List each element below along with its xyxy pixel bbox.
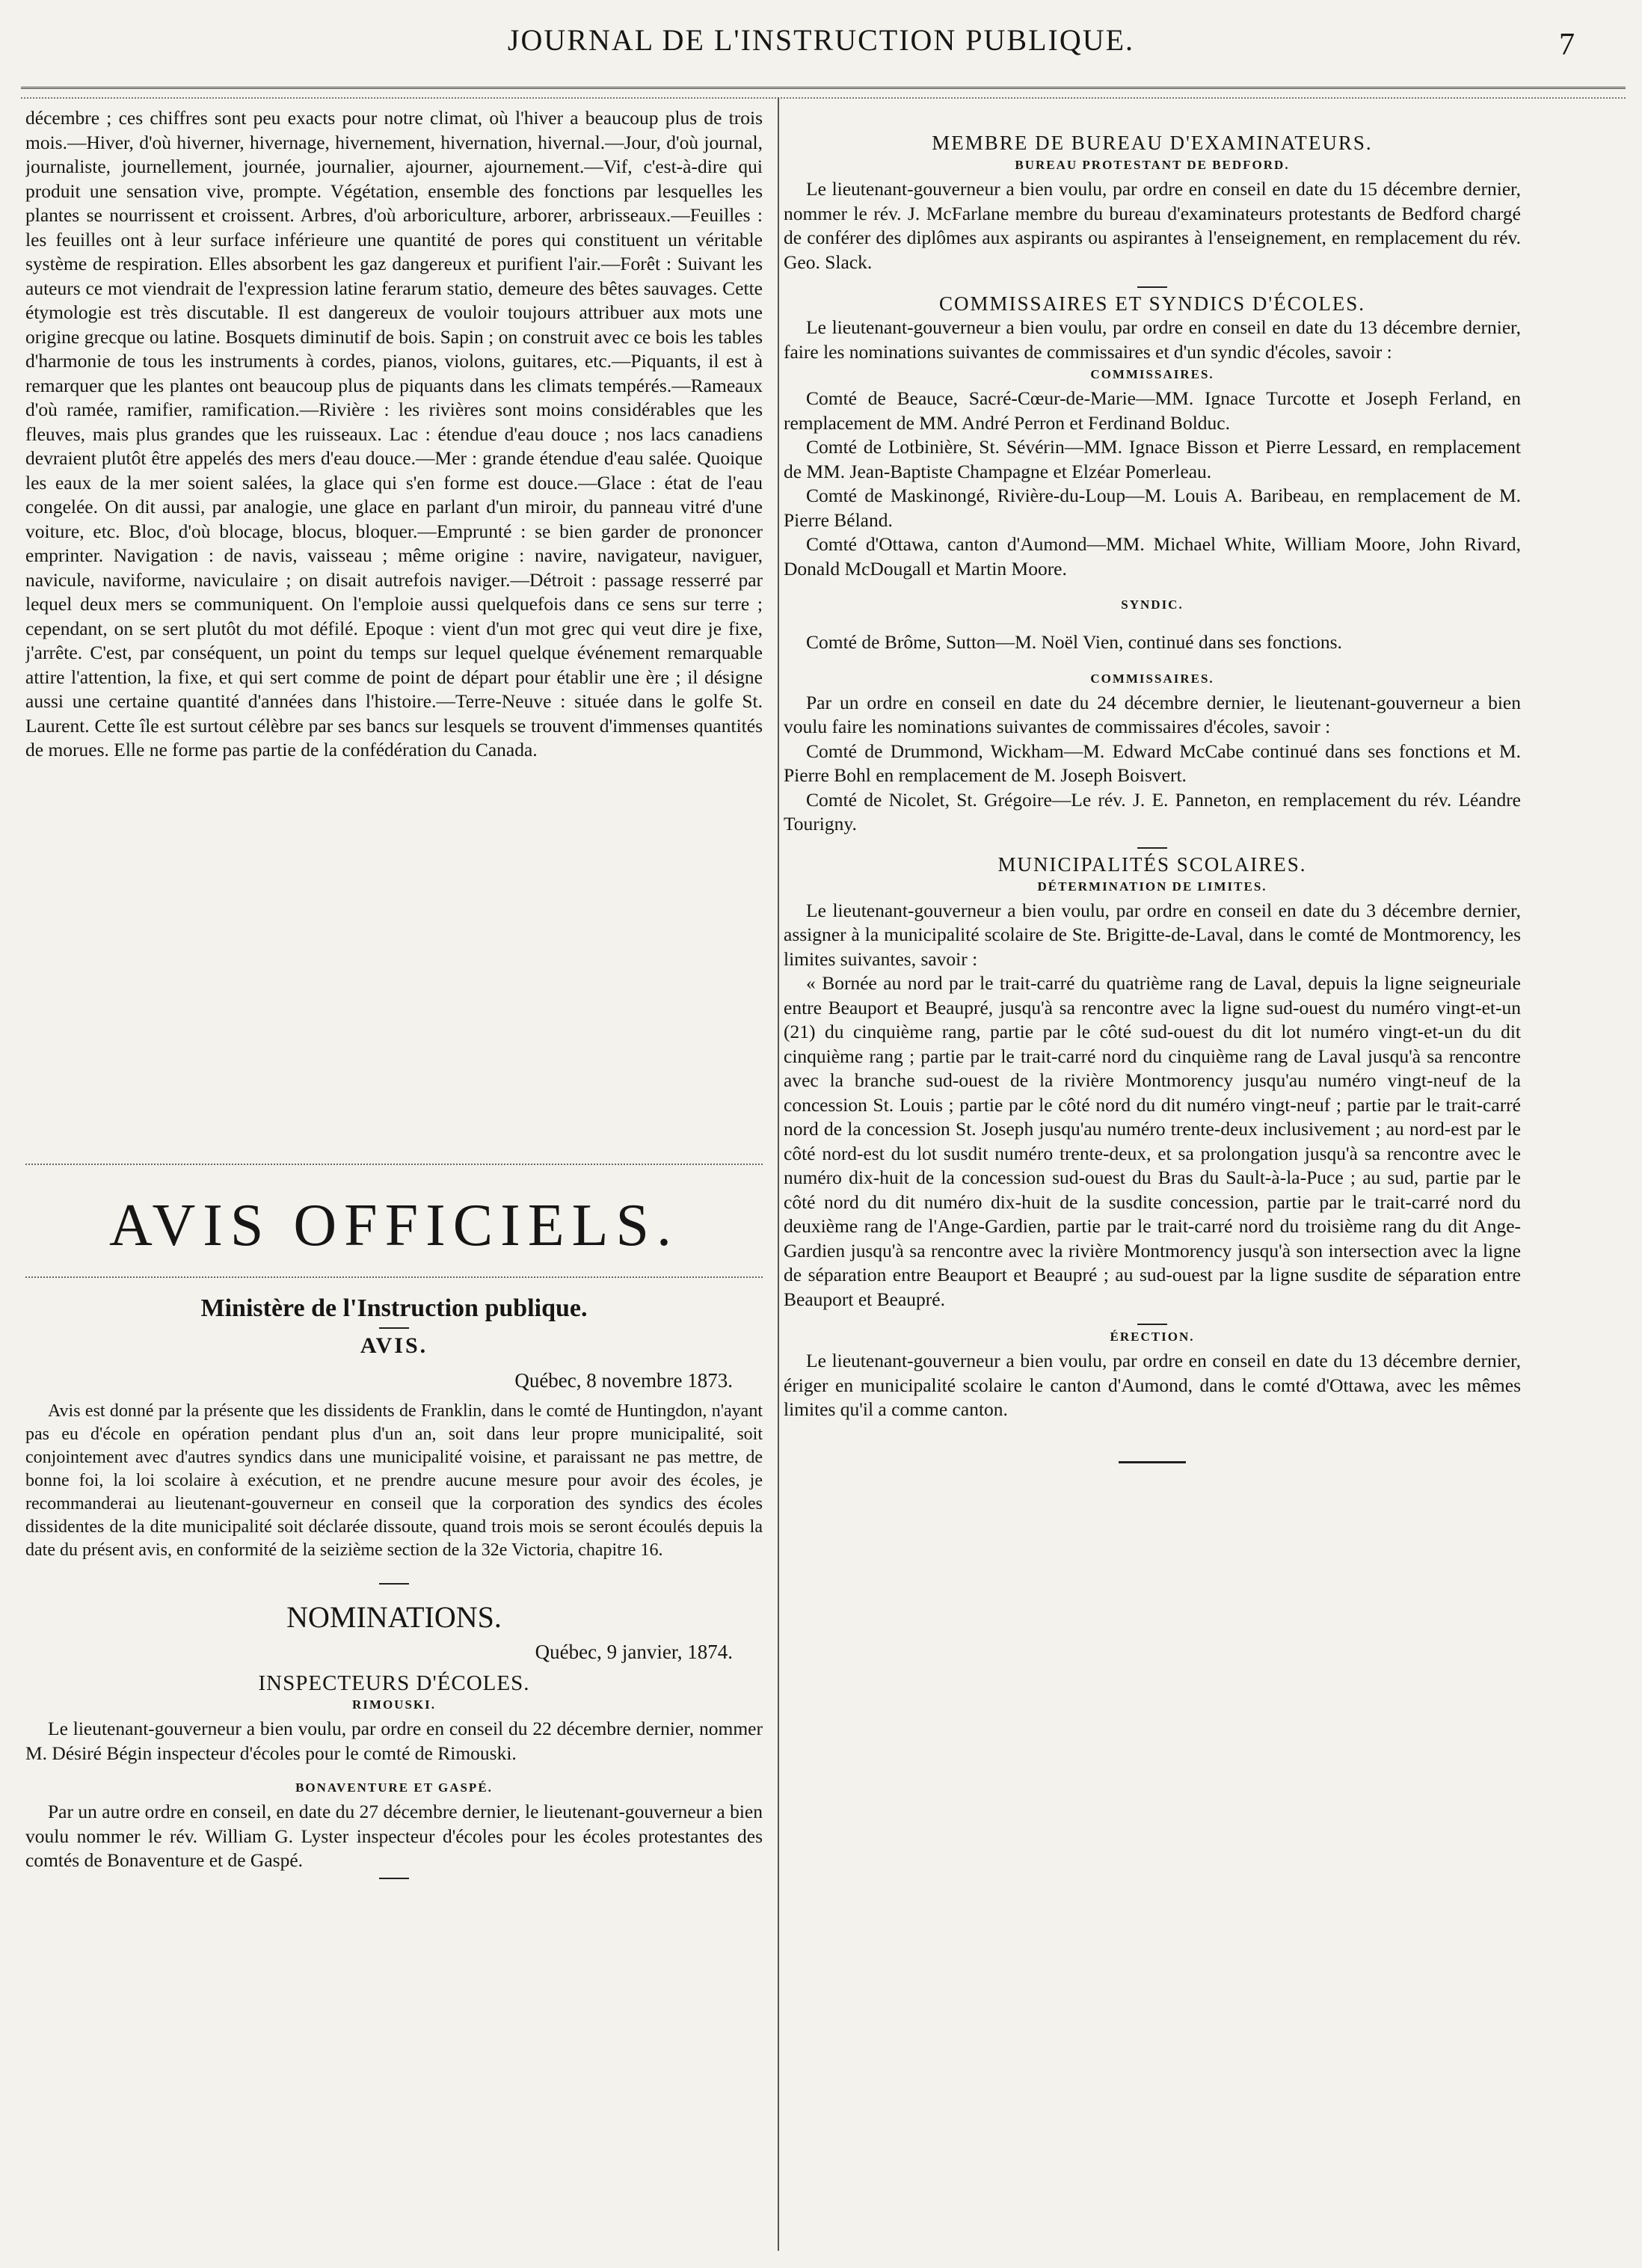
nominations-heading: NOMINATIONS. — [286, 1600, 502, 1634]
ministere-heading: Ministère de l'Instruction publique. — [200, 1294, 588, 1322]
avis-paragraph: Avis est donné par la présente que les dissidents de Franklin, dans le comté de Huntingdon, n'ayant pas eu d'école en opération pendant plus d'un an, soit dans leur propre municipalité, soit conjointement avec d'autres syndics dans une municipalité voisine, et paraissant ne pas mettre, de bonne foi, la loi scolaire à exécution, et ne prendre aucune mesure pour avoir des écoles, je recommanderai au lieutenant-gouverneur en conseil que la corporation des syndics des écoles dissidentes de la dite municipalité soit déclarée dissoute, quand trois mois se seront écoulés depuis la date du présent avis, en conformité de la seizième section de la 32e Victoria, chapitre 16. — [25, 1401, 763, 1560]
brigitte-limits: « Bornée au nord par le trait-carré du quatrième rang de Laval, depuis la ligne seigneuriale entre Beauport et Beaupré, jusqu'à sa rencontre avec la ligne sud-ouest du numéro vingt-et-un (21) du cinquième rang, partie par le côté sud-ouest du dit lot numéro vingt-et-un du dit cinquième rang ; partie par le trait-carré nord du cinquième rang de Laval jusqu'à sa rencontre avec la branche sud-ouest de la rivière Montmorency jusqu'au numéro vingt-neuf de la concession St. Louis ; partie par le côté nord du dit numéro vingt-neuf ; partie par le trait-carré nord de la concession St. Joseph jusqu'au numéro trente-deux inclusivement ; au nord-est par le côté nord-est du lot susdit numéro trente-deux, et sa prolongation jusqu'à sa rencontre avec le numéro dix-huit de la concession sud-ouest du Bras du Sault-à-la-Puce ; au sud, partie par le côté nord du dit numéro dix-huit de la susdite concession, partie par le trait-carré nord du deuxième rang de l'Ange-Gardien, partie par le trait-carré nord du troisième rang du dit Ange-Gardien jusqu'à sa rencontre avec la rivière Montmorency jusqu'à son intersection avec la ligne de séparation entre Beauport et Beaupré ; au sud-ouest par la ligne susdite de séparation entre Beauport et Beaupré. — [784, 972, 1521, 1310]
section-rule — [25, 1164, 763, 1165]
end-rule — [1119, 1461, 1186, 1463]
syndic-subheading: SYNDIC. — [1121, 597, 1184, 612]
right-column — [784, 106, 1521, 1463]
beauce-entry: Comté de Beauce, Sacré-Cœur-de-Marie—MM. Ignace Turcotte et Joseph Ferland, en remplacement de MM. André Perron et Ferdinand Bolduc. — [784, 387, 1521, 434]
rimouski-paragraph: Le lieutenant-gouverneur a bien voulu, par ordre en conseil du 22 décembre dernier, nommer M. Désiré Bégin inspecteur d'écoles pour le comté de Rimouski. — [25, 1718, 763, 1764]
section-rule — [25, 1276, 763, 1278]
column-divider — [778, 97, 779, 2251]
nominations-date: Québec, 9 janvier, 1874. — [535, 1641, 733, 1663]
short-rule — [1137, 286, 1167, 288]
determination-subheading: DÉTERMINATION DE LIMITES. — [1037, 879, 1267, 894]
ordre-24-paragraph: Par un ordre en conseil en date du 24 décembre dernier, le lieutenant-gouverneur a bien voulu faire les nominations suivantes de commissaires d'écoles, savoir : — [784, 691, 1521, 737]
short-rule — [1137, 1324, 1167, 1325]
avis-date: Québec, 8 novembre 1873. — [514, 1369, 733, 1392]
commissaires-intro: Le lieutenant-gouverneur a bien voulu, par ordre en conseil en date du 13 décembre dernier, faire les nominations suivantes de commissaires et d'un syndic d'écoles, savoir : — [784, 316, 1521, 363]
brigitte-intro: Le lieutenant-gouverneur a bien voulu, par ordre en conseil en date du 3 décembre dernier, assigner à la municipalité scolaire de Ste. Brigitte-de-Laval, dans le comté de Montmorency, les limites suivantes, savoir : — [784, 899, 1521, 970]
short-rule — [379, 1583, 409, 1585]
lotbiniere-entry: Comté de Lotbinière, St. Sévérin—MM. Ignace Bisson et Pierre Lessard, en remplacement de MM. Jean-Baptiste Champagne et Elzéar Pomerleau. — [784, 436, 1521, 482]
bonaventure-paragraph: Par un autre ordre en conseil, en date du 27 décembre dernier, le lieutenant-gouverneur a bien voulu nommer le rév. William G. Lyster inspecteur d'écoles pour les écoles protestantes des comtés de Bonaventure et de Gaspé. — [25, 1801, 763, 1871]
left-column — [25, 106, 763, 1884]
spacer — [784, 581, 1521, 594]
running-head: JOURNAL DE L'INSTRUCTION PUBLIQUE. — [507, 23, 1135, 57]
left-continued-text-block — [25, 106, 763, 1153]
commissaires-syndics-heading: COMMISSAIRES ET SYNDICS D'ÉCOLES. — [939, 292, 1365, 315]
brome-entry: Comté de Brôme, Sutton—M. Noël Vien, continué dans ses fonctions. — [806, 631, 1342, 653]
continued-article-text: décembre ; ces chiffres sont peu exacts pour notre climat, où l'hiver a beaucoup plus de trois mois.—Hiver, d'où hiverner, hivernage, hivernement, hivernation, hivernal.—Jour, d'où journal, journaliste, journellement, journée, journalier, ajourner, ajournement.—Vif, c'est-à-dire qui produit une sensation vive, prompte. Végétation, ensemble des fonctions par lesquelles les plantes se nourrissent et croissent. Arbres, d'où arboriculture, arborer, arbrisseaux.—Feuilles : les feuilles ont à leur surface inférieure une quantité de pores qui constituent un véritable système de respiration. Elles absorbent les gaz dangereux et purifient l'air.—Forêt : Suivant les auteurs ce mot viendrait de l'expression latine ferarum statio, demeure des bêtes sauvages. Cette étymologie est très discutable. Il est dangereux de vouloir toujours attribuer aux mots une origine grecque ou latine. Bosquets diminutif de bois. Sapin ; on construit avec ce bois les tables d'harmonie de tous les instruments à cordes, pianos, violons, guitares, etc.—Piquants, il est à remarquer que les plantes ont beaucoup plus de piquants dans les climats tempérés.—Rameaux d'où ramée, ramifier, ramification.—Rivière : les rivières sont moins considérables que les fleuves, mais plus grandes que les ruisseaux. Lac : étendue d'eau douce ; nos lacs canadiens devraient plutôt être appelés des mers d'eau douce.—Mer : grande étendue d'eau salée. Quoique les eaux de la mer soient salées, la glace qui s'en forme est douce.—Glace : état de l'eau congelée. On dit aussi, par analogie, une glace en parlant d'un miroir, du panneau vitré d'une voiture, etc. Bloc, d'où blocage, blocus, bloquer.—Emprunté : se bien garder de prononcer emprinter. Navigation : de navis, vaisseau ; même origine : navire, navigateur, naviguer, navicule, naviforme, naviculaire ; on disait autrefois naviger.—Détroit : passage resserré par lequel deux mers se communiquent. On l'emploie aussi quelquefois dans ce sens sur terre ; cependant, on se sert plutôt du mot défilé. Epoque : vient d'un mot grec qui veut dire je fixe, j'arrête. C'est, par conséquent, un point du temps sur lequel quelque événement remarquable attire l'attention, la fixe, et qui sert comme de point de départ pour établir une ère ; il désigne aussi une certaine quantité d'années dans l'histoire.—Terre-Neuve : située dans le golfe St. Laurent. Cette île est surtout célèbre par ses bancs sur lesquels se trouvent d'immenses quantités de morues. Elle ne forme pas partie de la confédération du Canada. — [25, 107, 763, 760]
short-rule — [1137, 847, 1167, 849]
page-number: 7 — [1559, 28, 1575, 62]
ottawa-entry: Comté d'Ottawa, canton d'Aumond—MM. Michael White, William Moore, John Rivard, Donald McDougall et Martin Moore. — [784, 533, 1521, 580]
nicolet-entry: Comté de Nicolet, St. Grégoire—Le rév. J. E. Panneton, en remplacement du rév. Léandre Tourigny. — [784, 788, 1521, 835]
header-dotted-rule — [21, 97, 1626, 99]
commissaires-subheading-2: COMMISSAIRES. — [1090, 671, 1214, 686]
rimouski-subheading: RIMOUSKI. — [352, 1697, 436, 1712]
drummond-entry: Comté de Drummond, Wickham—M. Edward McCabe continué dans ses fonctions et M. Pierre Bohl en remplacement de M. Joseph Boisvert. — [784, 740, 1521, 786]
bedford-subheading: BUREAU PROTESTANT DE BEDFORD. — [1015, 158, 1290, 172]
membre-paragraph: Le lieutenant-gouverneur a bien voulu, par ordre en conseil en date du 15 décembre dernier, nommer le rév. J. McFarlane membre du bureau d'examinateurs protestants de Bedford chargé de conférer des diplômes aux aspirants ou aspirantes à l'enseignement, en remplacement du rév. Geo. Slack. — [784, 178, 1521, 273]
header-rule — [21, 87, 1626, 89]
spacer — [25, 1765, 763, 1779]
short-rule — [379, 1327, 409, 1329]
avis-heading: AVIS. — [360, 1333, 428, 1358]
spacer — [784, 617, 1521, 630]
bonaventure-subheading: BONAVENTURE ET GASPÉ. — [295, 1780, 493, 1795]
commissaires-subheading: COMMISSAIRES. — [1090, 367, 1214, 381]
short-rule — [379, 1878, 409, 1879]
inspecteurs-heading: INSPECTEURS D'ÉCOLES. — [258, 1671, 530, 1695]
municipalites-heading: MUNICIPALITÉS SCOLAIRES. — [997, 852, 1307, 876]
erection-paragraph: Le lieutenant-gouverneur a bien voulu, par ordre en conseil en date du 13 décembre dernier, ériger en municipalité scolaire le canton d'Aumond, dans le comté d'Ottawa, avec les mêmes limites qu'il a comme canton. — [784, 1350, 1521, 1420]
spacer — [784, 655, 1521, 669]
avis-officiels-title: AVIS OFFICIELS. — [109, 1193, 679, 1259]
erection-subheading: ÉRECTION. — [1110, 1330, 1195, 1344]
membre-bureau-heading: MEMBRE DE BUREAU D'EXAMINATEURS. — [932, 132, 1373, 154]
maskinonge-entry: Comté de Maskinongé, Rivière-du-Loup—M. Louis A. Baribeau, en remplacement de M. Pierre Béland. — [784, 485, 1521, 531]
